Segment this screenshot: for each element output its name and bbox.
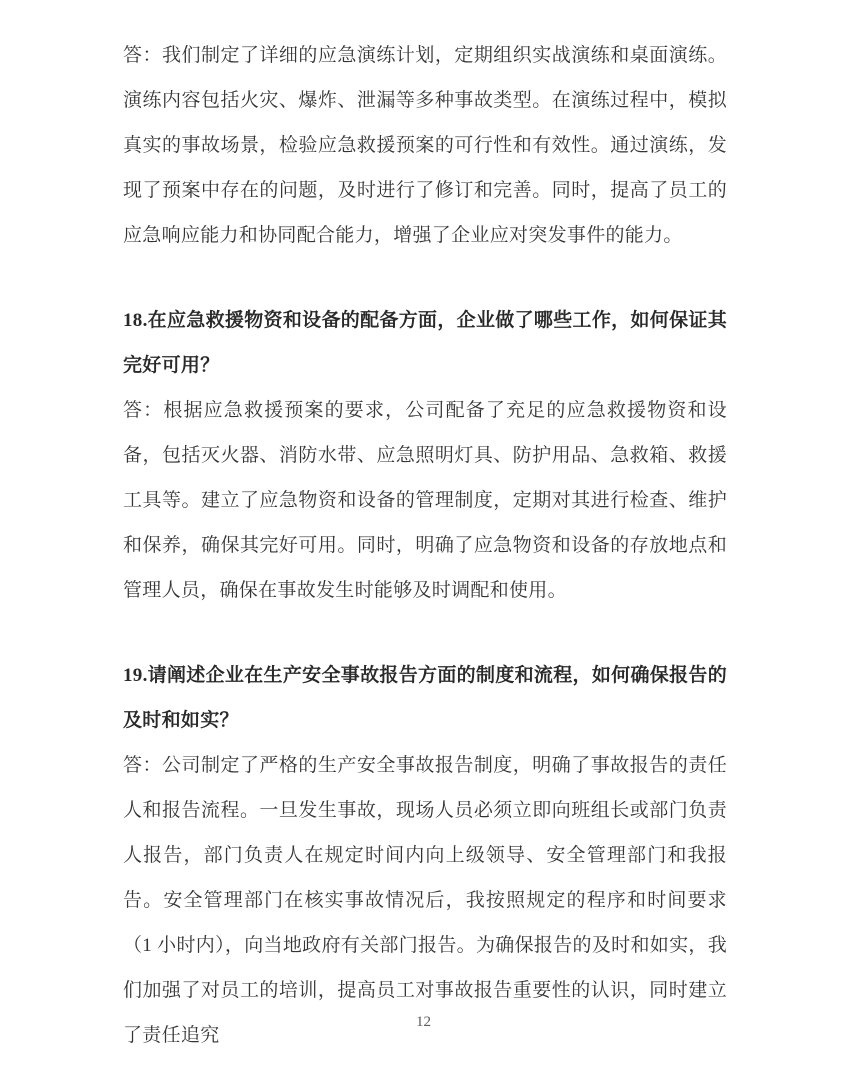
page-number: 12 bbox=[416, 1014, 431, 1030]
text-content-area bbox=[123, 33, 727, 1058]
question-18-heading: 18.在应急救援物资和设备的配备方面，企业做了哪些工作，如何保证其完好可用？ bbox=[123, 310, 727, 376]
answer-18-paragraph: 答：根据应急救援预案的要求，公司配备了充足的应急救援物资和设备，包括灭火器、消防水带、应急照明灯具、防护用品、急救箱、救援工具等。建立了应急物资和设备的管理制度，定期对其进行检查、维护和保养，确保其完好可用。同时，明确了应急物资和设备的存放地点和管理人员，确保在事故发生时能够及时调配和使用。 bbox=[123, 400, 727, 601]
question-19-heading: 19.请阐述企业在生产安全事故报告方面的制度和流程，如何确保报告的及时和如实？ bbox=[123, 665, 727, 731]
answer-19-paragraph: 答：公司制定了严格的生产安全事故报告制度，明确了事故报告的责任人和报告流程。一旦发生事故，现场人员必须立即向班组长或部门负责人报告，部门负责人在规定时间内向上级领导、安全管理部门和我报告。安全管理部门在核实事故情况后，我按照规定的程序和时间要求（1 小时内），向当地政府有关部门报告。为确保报告的及时和如实，我们加强了对员工的培训，提高员工对事故报告重要性的认识，同时建立了责任追究 bbox=[123, 755, 727, 1046]
answer-continuation-paragraph: 答：我们制定了详细的应急演练计划，定期组织实战演练和桌面演练。演练内容包括火灾、爆炸、泄漏等多种事故类型。在演练过程中，模拟真实的事故场景，检验应急救援预案的可行性和有效性。通过演练，发现了预案中存在的问题，及时进行了修订和完善。同时，提高了员工的应急响应能力和协同配合能力，增强了企业应对突发事件的能力。 bbox=[123, 45, 727, 246]
